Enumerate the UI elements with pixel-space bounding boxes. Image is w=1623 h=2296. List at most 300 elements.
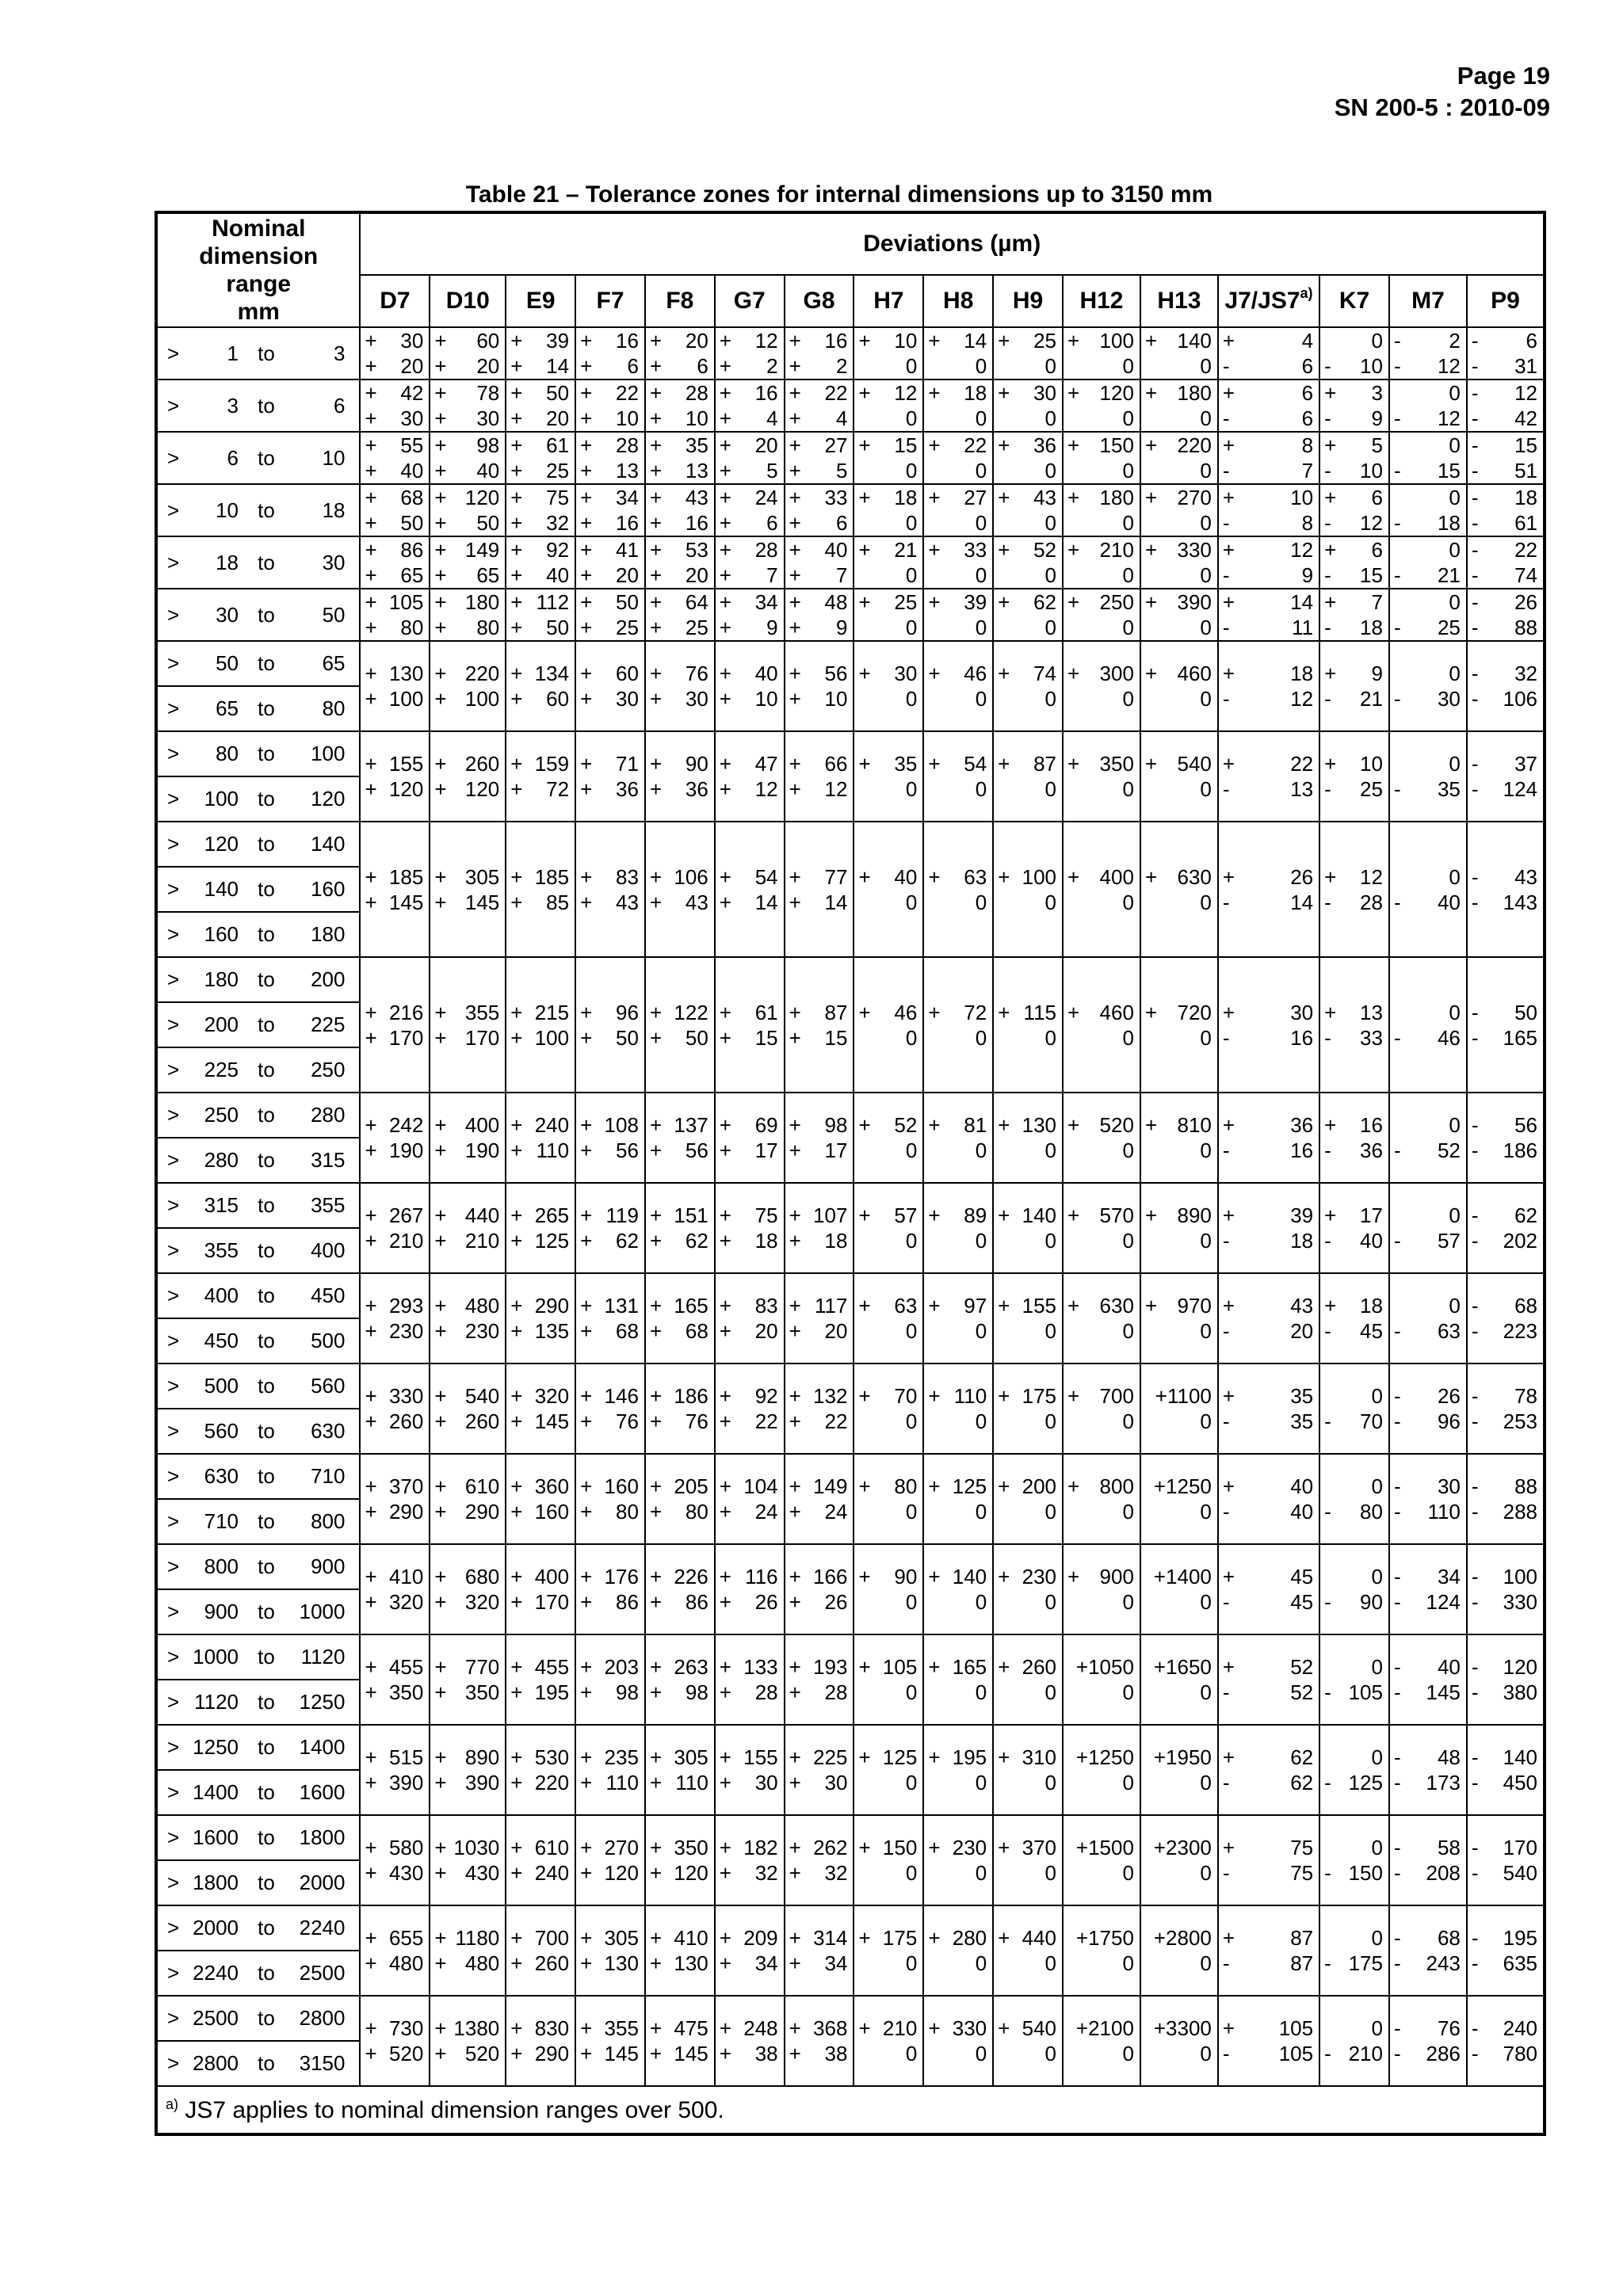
deviation-sign: +	[510, 1836, 523, 1859]
lower-deviation	[854, 510, 922, 536]
deviation-value: 186	[674, 1384, 708, 1408]
deviation-sign: +	[434, 890, 447, 914]
upper-deviation	[994, 1474, 1062, 1499]
range-cell	[156, 536, 360, 589]
deviation-value: 20	[824, 1319, 848, 1343]
upper-deviation	[430, 1835, 505, 1860]
deviation-value: 57	[1437, 1229, 1461, 1253]
deviation-value: 30	[685, 687, 708, 711]
upper-deviation	[506, 1474, 575, 1499]
deviation-cell	[1319, 1273, 1389, 1363]
deviation-sign: +	[510, 1951, 523, 1975]
deviation-value: 87	[824, 1000, 848, 1024]
deviation-sign	[1067, 1228, 1082, 1253]
table-title: Table 21 – Tolerance zones for internal dimensions up to 3150 mm	[465, 181, 1213, 208]
upper-deviation	[994, 751, 1062, 776]
deviation-sign: -	[1471, 864, 1479, 889]
deviation-value: 6	[627, 354, 639, 378]
deviation-sign	[1145, 458, 1159, 483]
deviation-sign: +	[510, 563, 523, 587]
deviation-sign: +	[649, 1319, 663, 1343]
deviation-sign: -	[1393, 777, 1401, 801]
deviation-value: 0	[1044, 459, 1056, 482]
deviation-sign: +	[649, 459, 663, 482]
range-from: 1250	[193, 1735, 239, 1759]
deviation-value: 20	[754, 1319, 778, 1343]
deviation-value: 186	[1503, 1138, 1537, 1162]
deviation-sign: +	[928, 1745, 941, 1769]
deviation-value: 80	[400, 616, 424, 639]
deviation-cell	[645, 1544, 715, 1634]
deviation-value: 10	[824, 687, 848, 711]
deviation-sign: -	[1471, 752, 1479, 776]
upper-deviation	[854, 1835, 922, 1860]
deviation-value: 0	[975, 1771, 987, 1794]
deviation-cell	[1319, 822, 1389, 957]
range-cell	[156, 1409, 360, 1454]
deviation-cell	[506, 484, 575, 536]
upper-deviation	[1390, 1654, 1466, 1680]
lower-deviation	[1141, 1138, 1217, 1163]
deviation-value: 62	[685, 1229, 708, 1253]
upper-deviation	[854, 661, 922, 686]
deviation-value: 195	[534, 1680, 570, 1704]
deviation-cell	[1218, 822, 1319, 957]
upper-deviation	[994, 1835, 1062, 1860]
deviation-sign: +	[365, 354, 377, 378]
deviation-sign: -	[1471, 433, 1479, 457]
upper-deviation	[785, 1474, 854, 1499]
deviation-sign: +	[1324, 590, 1337, 614]
deviation-value: 810	[1177, 1113, 1212, 1137]
deviation-cell	[506, 327, 575, 379]
range-to: to	[258, 742, 275, 765]
deviation-sign	[1324, 1564, 1338, 1589]
lower-deviation	[716, 1951, 784, 1976]
deviation-value: 390	[388, 1771, 424, 1794]
table-row	[156, 536, 1545, 589]
deviation-sign: +	[580, 590, 593, 614]
upper-deviation	[1064, 1383, 1140, 1409]
deviation-value: 92	[754, 1384, 778, 1408]
range-from: 630	[204, 1464, 239, 1488]
deviation-value: 36	[1360, 1138, 1383, 1162]
upper-deviation	[1219, 537, 1319, 563]
range-to: to	[258, 1148, 275, 1172]
upper-deviation	[646, 380, 714, 406]
deviation-sign: +	[365, 1138, 377, 1162]
deviation-value: 0	[1371, 1384, 1383, 1408]
deviation-sign: +	[1222, 538, 1235, 562]
upper-deviation	[785, 1925, 854, 1951]
deviation-sign: +	[1324, 752, 1337, 776]
lower-deviation	[506, 776, 575, 802]
deviation-cell	[854, 1363, 923, 1454]
lower-deviation	[785, 1025, 854, 1051]
deviation-cell	[430, 1183, 506, 1273]
range-gt: >	[167, 787, 180, 810]
upper-deviation	[1141, 1745, 1217, 1770]
lower-deviation	[1468, 1228, 1543, 1253]
deviation-sign: +	[580, 486, 593, 509]
deviation-sign: -	[1471, 590, 1479, 614]
range-to: to	[258, 1283, 275, 1307]
lower-deviation	[924, 1318, 992, 1344]
upper-deviation	[854, 537, 922, 563]
deviation-cell	[1140, 536, 1218, 589]
deviation-value: 37	[1514, 752, 1537, 776]
lower-deviation	[1390, 353, 1466, 379]
deviation-value: 9	[836, 616, 848, 639]
deviation-value: 39	[1290, 1203, 1314, 1227]
upper-deviation	[854, 864, 922, 890]
deviation-sign: +	[1222, 1203, 1235, 1227]
deviation-value: 35	[685, 433, 708, 457]
deviation-value: 16	[1360, 1113, 1383, 1137]
range-to: to	[258, 602, 275, 627]
upper-deviation	[430, 380, 505, 406]
deviation-cell	[575, 536, 645, 589]
deviation-value: 100	[534, 1025, 570, 1050]
lower-deviation	[576, 1680, 644, 1705]
deviation-sign: -	[1393, 563, 1401, 587]
deviation-value: 52	[1290, 1680, 1314, 1704]
range-from: 225	[204, 1058, 239, 1081]
deviation-sign	[928, 1228, 942, 1253]
deviation-value: 4	[836, 406, 848, 430]
deviation-cell	[1218, 1815, 1319, 1905]
deviation-cell	[506, 1273, 575, 1363]
lower-deviation	[1219, 1499, 1319, 1524]
lower-deviation	[1219, 686, 1319, 711]
deviation-value: 25	[685, 616, 708, 639]
lower-deviation	[430, 1589, 505, 1615]
upper-deviation	[924, 2016, 992, 2041]
upper-deviation	[506, 1293, 575, 1318]
upper-deviation	[576, 1000, 644, 1025]
lower-deviation	[1064, 686, 1140, 711]
deviation-value: 0	[1122, 1500, 1134, 1524]
deviation-value: 0	[1371, 2016, 1383, 2040]
deviation-cell	[1319, 1996, 1389, 2086]
deviation-cell	[993, 641, 1063, 731]
deviation-sign	[998, 1860, 1012, 1886]
deviation-sign: +	[365, 1000, 377, 1024]
deviation-value: 30	[1437, 1474, 1461, 1498]
deviation-value: 68	[616, 1319, 639, 1343]
deviation-sign: +	[789, 864, 801, 889]
upper-deviation	[854, 1383, 922, 1409]
deviation-sign: +	[858, 2016, 871, 2040]
range-from: 560	[204, 1419, 239, 1443]
upper-deviation	[646, 537, 714, 563]
deviation-sign: +	[649, 1294, 663, 1318]
column-header-label: G7	[733, 288, 766, 314]
deviation-cell	[854, 484, 923, 536]
deviation-sign	[858, 353, 873, 379]
upper-deviation	[1141, 1474, 1217, 1499]
deviation-value: 170	[1503, 1836, 1537, 1859]
deviation-cell	[993, 1454, 1063, 1544]
deviation-sign: +	[649, 1745, 663, 1769]
deviation-sign: +	[789, 1745, 801, 1769]
deviation-cell	[993, 589, 1063, 641]
deviation-value: 50	[546, 381, 570, 405]
deviation-sign	[858, 406, 873, 431]
deviation-cell	[360, 1363, 430, 1454]
deviation-value: 230	[464, 1319, 500, 1343]
deviation-value: 0	[1044, 1680, 1056, 1704]
deviation-cell	[1218, 957, 1319, 1093]
deviation-value: 70	[894, 1384, 918, 1408]
deviation-sign: +	[1222, 1565, 1235, 1589]
lower-deviation	[1219, 615, 1319, 640]
deviation-sign	[1145, 686, 1159, 711]
deviation-value: 54	[964, 752, 987, 776]
deviation-sign: -	[1471, 1025, 1479, 1050]
deviation-sign: +	[928, 1294, 941, 1318]
range-gt: >	[167, 832, 180, 856]
deviation-sign: +	[928, 1565, 941, 1589]
deviation-value: 107	[813, 1203, 848, 1227]
deviation-cell	[1063, 1544, 1140, 1634]
deviation-cell	[506, 432, 575, 484]
column-header-h8	[923, 275, 993, 327]
lower-deviation	[785, 353, 854, 379]
lower-deviation	[1320, 776, 1388, 802]
deviation-sign: +	[928, 538, 941, 562]
deviation-value: 18	[1514, 486, 1537, 509]
lower-deviation	[506, 1025, 575, 1051]
upper-deviation	[506, 864, 575, 890]
deviation-sign: +	[510, 486, 523, 509]
deviation-sign: +	[365, 1861, 377, 1885]
deviation-sign: +	[649, 1409, 663, 1433]
deviation-sign: +	[1222, 752, 1235, 776]
deviation-cell	[1218, 1996, 1319, 2086]
deviation-sign	[928, 615, 942, 640]
upper-deviation	[1390, 1474, 1466, 1499]
range-from: 160	[204, 922, 239, 946]
deviation-sign: -	[1222, 1680, 1230, 1704]
deviation-sign: +	[1144, 486, 1158, 509]
upper-deviation	[924, 1654, 992, 1680]
range-gt: >	[167, 1554, 180, 1578]
upper-deviation	[1468, 433, 1543, 458]
deviation-sign: +	[789, 1203, 801, 1227]
deviation-value: 300	[1099, 662, 1134, 685]
deviation-sign: -	[1222, 2042, 1230, 2065]
deviation-sign: +	[434, 459, 447, 482]
deviation-sign: +	[789, 616, 801, 639]
deviation-cell	[1063, 484, 1140, 536]
deviation-value: 50	[476, 511, 500, 535]
lower-deviation	[1468, 890, 1543, 915]
deviation-cell	[1389, 1815, 1467, 1905]
deviation-sign: +	[719, 590, 731, 614]
upper-deviation	[646, 751, 714, 776]
deviation-sign: -	[1471, 329, 1479, 353]
deviation-cell	[645, 1363, 715, 1454]
deviation-cell	[645, 589, 715, 641]
deviation-value: 0	[1122, 1409, 1134, 1433]
deviation-value: 0	[1200, 616, 1212, 639]
column-header-j7-js7	[1218, 275, 1319, 327]
deviation-value: 24	[754, 1500, 778, 1524]
deviation-sign: +	[1144, 1113, 1158, 1137]
deviation-cell	[506, 822, 575, 957]
upper-deviation	[1320, 1000, 1388, 1025]
deviation-cell	[645, 327, 715, 379]
upper-deviation	[506, 1383, 575, 1409]
upper-deviation	[924, 751, 992, 776]
lower-deviation	[506, 686, 575, 711]
deviation-sign: +	[1067, 381, 1080, 405]
lower-deviation	[716, 2041, 784, 2066]
deviation-value: 149	[813, 1474, 848, 1498]
deviation-sign: +	[858, 1836, 871, 1859]
deviation-cell	[1389, 1363, 1467, 1454]
deviation-value: 440	[464, 1203, 500, 1227]
lower-deviation	[924, 1138, 992, 1163]
lower-deviation	[785, 890, 854, 915]
deviation-sign	[1145, 510, 1159, 536]
deviation-cell	[506, 1093, 575, 1183]
deviation-value: 5	[766, 459, 778, 482]
deviation-sign: -	[1393, 1025, 1401, 1050]
deviation-sign	[928, 1770, 942, 1795]
deviation-cell	[923, 432, 993, 484]
deviation-cell	[1140, 1183, 1218, 1273]
deviation-cell	[506, 379, 575, 432]
deviation-cell	[993, 1905, 1063, 1996]
deviation-sign	[1145, 1138, 1159, 1163]
upper-deviation	[646, 1203, 714, 1228]
range-upto: 630	[311, 1419, 346, 1443]
deviation-value: 2	[836, 354, 848, 378]
deviation-sign: -	[1222, 890, 1230, 914]
deviation-cell	[1389, 822, 1467, 957]
range-cell	[156, 1318, 360, 1363]
deviation-cell	[993, 1725, 1063, 1815]
deviation-cell	[993, 1183, 1063, 1273]
upper-deviation	[924, 537, 992, 563]
upper-deviation	[994, 1925, 1062, 1951]
deviation-value: 368	[813, 2016, 848, 2040]
deviation-sign: +	[580, 1409, 593, 1433]
upper-deviation	[994, 1383, 1062, 1409]
lower-deviation	[924, 1770, 992, 1795]
deviation-value: 50	[400, 511, 424, 535]
lower-deviation	[576, 353, 644, 379]
deviation-value: 176	[604, 1565, 639, 1589]
deviation-value: 0	[1200, 1025, 1212, 1050]
deviation-sign: +	[1067, 538, 1080, 562]
upper-deviation	[361, 1835, 429, 1860]
deviation-value: 0	[1044, 1861, 1056, 1885]
deviation-value: 0	[1449, 486, 1461, 509]
table-row	[156, 1183, 1545, 1228]
deviation-cell	[1319, 1905, 1389, 1996]
table-row	[156, 1996, 1545, 2041]
deviation-value: 131	[604, 1294, 639, 1318]
lower-deviation	[1468, 1138, 1543, 1163]
lower-deviation	[506, 406, 575, 431]
column-header-g7	[715, 275, 785, 327]
deviation-value: 0	[1122, 406, 1134, 430]
upper-deviation	[1390, 589, 1466, 615]
deviation-sign	[1324, 2016, 1338, 2041]
upper-deviation	[576, 1474, 644, 1499]
deviation-value: 32	[546, 511, 570, 535]
lower-deviation	[1064, 1499, 1140, 1524]
lower-deviation	[506, 510, 575, 536]
lower-deviation	[785, 1860, 854, 1886]
deviation-sign	[1067, 1589, 1082, 1615]
deviation-value: 0	[1200, 777, 1212, 801]
deviation-cell	[1063, 1725, 1140, 1815]
deviation-value: 28	[616, 433, 639, 457]
deviation-value: 480	[464, 1294, 500, 1318]
deviation-sign: +	[789, 563, 801, 587]
range-to: to	[258, 1825, 275, 1849]
deviation-cell	[1389, 731, 1467, 822]
deviation-cell	[785, 1093, 854, 1183]
deviation-value: 180	[1099, 486, 1134, 509]
lower-deviation	[1141, 1770, 1217, 1795]
deviation-value: 145	[534, 1409, 570, 1433]
range-to: to	[258, 2051, 275, 2075]
range-gt: >	[167, 1193, 180, 1217]
lower-deviation	[785, 1318, 854, 1344]
lower-deviation	[430, 890, 505, 915]
upper-deviation	[716, 1293, 784, 1318]
deviation-value: 150	[882, 1836, 918, 1859]
deviation-value: 40	[1290, 1500, 1314, 1524]
deviation-sign	[928, 353, 942, 379]
deviation-value: 0	[975, 687, 987, 711]
deviation-value: 62	[616, 1229, 639, 1253]
deviation-cell	[575, 731, 645, 822]
deviation-sign: +	[1222, 662, 1235, 685]
upper-deviation	[785, 1293, 854, 1318]
deviation-cell	[506, 731, 575, 822]
deviation-value: 17	[824, 1138, 848, 1162]
deviation-sign	[1324, 1745, 1338, 1770]
upper-deviation	[1141, 864, 1217, 890]
deviation-cell	[1467, 1093, 1545, 1183]
deviation-value: 400	[534, 1565, 570, 1589]
deviation-cell	[923, 484, 993, 536]
deviation-value: 0	[1122, 1025, 1134, 1050]
deviation-value: 27	[964, 486, 987, 509]
upper-deviation	[506, 1745, 575, 1770]
deviation-value: 39	[964, 590, 987, 614]
deviation-value: 0	[975, 1138, 987, 1162]
deviation-sign	[998, 1589, 1012, 1615]
upper-deviation	[994, 537, 1062, 563]
deviation-sign: +	[365, 1500, 377, 1524]
upper-deviation	[1064, 1745, 1140, 1770]
deviation-cell	[1389, 641, 1467, 731]
upper-deviation	[1064, 661, 1140, 686]
upper-deviation	[1320, 1383, 1388, 1409]
deviation-value: 0	[1200, 354, 1212, 378]
deviation-value: 18	[754, 1229, 778, 1253]
upper-deviation	[785, 751, 854, 776]
deviation-cell	[360, 731, 430, 822]
lower-deviation	[430, 1499, 505, 1524]
